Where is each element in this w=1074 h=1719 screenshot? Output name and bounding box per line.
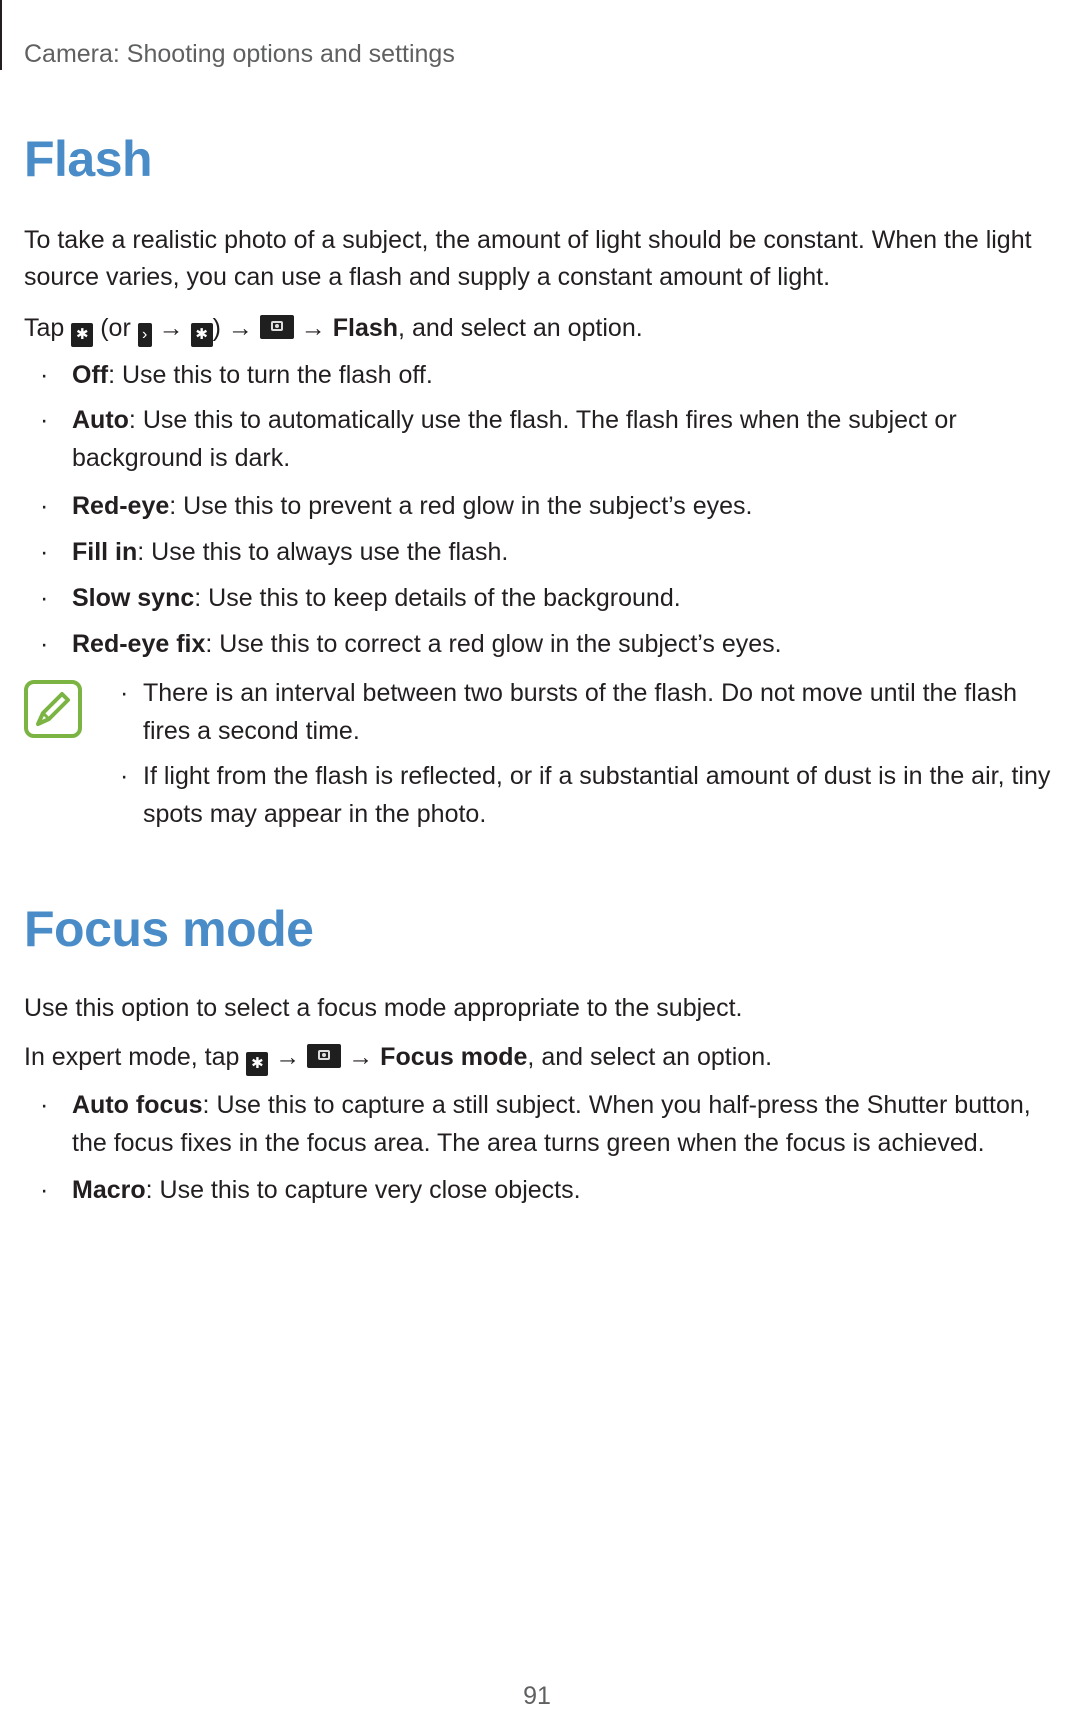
bullet-dot: · (40, 584, 49, 612)
bullet-dot: · (120, 762, 129, 790)
bullet-dot: · (40, 1176, 49, 1204)
bullet-dot: · (40, 538, 49, 566)
chevron-right-icon: › (138, 323, 152, 347)
page-number: 91 (523, 1682, 551, 1710)
list-item: · Fill in: Use this to always use the flash. (24, 533, 1070, 571)
focus-tap-instruction: In expert mode, tap ✱ → → Focus mode, and select an option. (24, 1039, 1064, 1076)
flash-intro: To take a realistic photo of a subject, the amount of light should be constant. When the light source varies, you can use a flash and supply a constant amount of light. (24, 226, 1032, 291)
list-item: · Macro: Use this to capture very close objects. (24, 1171, 1070, 1209)
note-item: · There is an interval between two bursts of the flash. Do not move until the flash fires a second time. (108, 674, 1068, 750)
note-pencil-icon (24, 680, 82, 738)
gear-icon: ✱ (71, 323, 93, 347)
list-item: · Auto: Use this to automatically use the flash. The flash fires when the subject or background is dark. (24, 401, 1070, 477)
note-item: · If light from the flash is reflected, or if a substantial amount of dust is in the air, tiny spots may appear in the photo. (108, 757, 1068, 833)
list-item: · Slow sync: Use this to keep details of the background. (24, 579, 1070, 617)
bullet-dot: · (40, 630, 49, 658)
focus-mode-title: Focus mode (24, 901, 314, 957)
camera-icon (260, 315, 294, 339)
flash-tap-instruction: Tap ✱ (or › → ✱ ) → → Flash, and select an option. (24, 310, 1064, 347)
list-item: · Red-eye: Use this to prevent a red glow in the subject’s eyes. (24, 487, 1070, 525)
bullet-dot: · (40, 406, 49, 434)
list-item: · Off: Use this to turn the flash off. (24, 356, 1070, 394)
bullet-dot: · (40, 1091, 49, 1119)
bullet-dot: · (120, 679, 129, 707)
gear-icon: ✱ (191, 323, 213, 347)
chapter-header: Camera: Shooting options and settings (24, 40, 455, 68)
bullet-dot: · (40, 492, 49, 520)
focus-intro: Use this option to select a focus mode appropriate to the subject. (24, 994, 743, 1022)
bullet-dot: · (40, 361, 49, 389)
header-rule (0, 0, 2, 70)
list-item: · Red-eye fix: Use this to correct a red glow in the subject’s eyes. (24, 625, 1070, 663)
camera-icon (307, 1044, 341, 1068)
gear-icon: ✱ (246, 1052, 268, 1076)
flash-title: Flash (24, 131, 153, 187)
list-item: · Auto focus: Use this to capture a still subject. When you half-press the Shutter button, the focus fixes in the focus area. The area turns green when the focus is achieved. (24, 1086, 1070, 1162)
